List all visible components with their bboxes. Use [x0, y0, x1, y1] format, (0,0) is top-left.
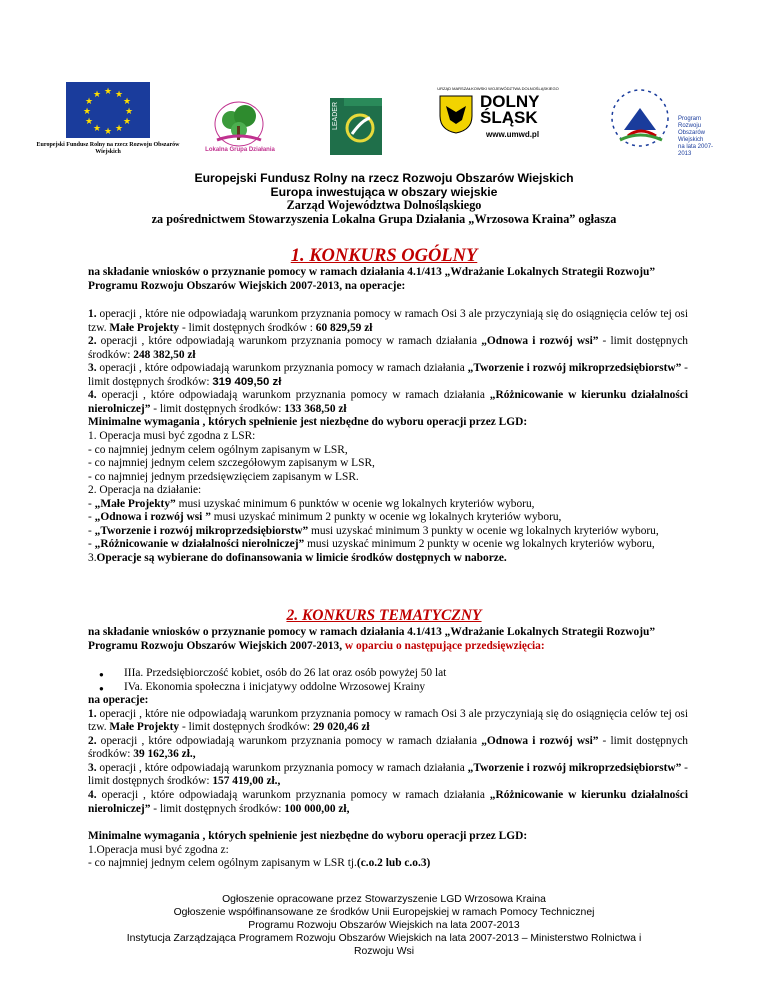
- k1-op-3: 3. operacji , które odpowiadają warunkom przyznania pomocy w ramach działania „Tworzenie i rozwój mikroprzedsiębiorstw” - limit dostępnych środków: 319 409,50 zł: [88, 362, 688, 388]
- ds-url: www.umwd.pl: [486, 130, 540, 139]
- k1-req-1b: - co najmniej jednym celem szczegółowym zapisanym w LSR,: [88, 457, 375, 470]
- k2-bullet-item: ● IIIa. Przedsiębiorczość kobiet, osób do 26 lat oraz osób powyżej 50 lat: [88, 667, 688, 681]
- k1-req-2: 2. Operacja na działanie:: [88, 484, 202, 497]
- footer-line-2: Ogłoszenie współfinansowane ze środków Unii Europejskiej w ramach Pomocy Technicznej: [173, 907, 595, 918]
- svg-text:★: ★: [114, 124, 124, 134]
- k1-req-3: 3.Operacje są wybierane do dofinansowania w limicie środków dostępnych w naborze.: [88, 551, 507, 564]
- k1-req-1a: - co najmniej jednym celem ogólnym zapisanym w LSR,: [88, 443, 348, 456]
- k1-title: 1. KONKURS OGÓLNY: [290, 246, 478, 266]
- prow-logo: [606, 78, 726, 158]
- k1-req-2b: - „Odnowa i rozwój wsi ” musi uzyskać minimum 2 punkty w ocenie wg lokalnych kryteriów wyboru,: [88, 511, 562, 524]
- svg-text:★: ★: [122, 97, 132, 107]
- svg-text:★: ★: [124, 107, 134, 117]
- footer-line-5: Rozwoju Wsi: [353, 946, 415, 957]
- k2-ops-label: na operacje:: [88, 694, 149, 707]
- header-line-1: Europejski Fundusz Rolny na rzecz Rozwoju Obszarów Wiejskich: [194, 171, 574, 185]
- eagle-icon: [436, 94, 476, 134]
- footer: [40, 893, 728, 958]
- k2-req-1a: - co najmniej jednym celem ogólnym zapisanym w LSR tj.(c.o.2 lub c.o.3): [88, 857, 431, 870]
- eu-flag-logo: [66, 82, 150, 138]
- svg-text:★: ★: [103, 127, 113, 137]
- header-line-4: za pośrednictwem Stowarzyszenia Lokalna Grupa Działania „Wrzosowa Kraina” ogłasza: [151, 211, 617, 226]
- k1-req-title: Minimalne wymagania , których spełnienie jest niezbędne do wyboru operacji przez LGD:: [88, 416, 528, 429]
- svg-text:★: ★: [82, 107, 92, 117]
- k1-req-1c: - co najmniej jednym przedsięwzięciem zapisanym w LSR.: [88, 470, 359, 483]
- k2-title: 2. KONKURS TEMATYCZNY: [286, 607, 482, 624]
- k2-op-1: 1. operacji , które nie odpowiadają warunkom przyznania pomocy w ramach Osi 3 ale przyczyniają się do osiągnięcia celów tej osi tzw. Małe Projekty - limit dostępnych środków: 29 020,46 zł: [88, 707, 688, 734]
- leader-text: LEADER: [332, 102, 339, 131]
- k2-req-1: 1.Operacja musi być zgodna z:: [88, 843, 229, 856]
- k2-req-title: Minimalne wymagania , których spełnienie jest niezbędne do wyboru operacji przez LGD:: [88, 830, 528, 843]
- svg-text:★: ★: [84, 97, 94, 107]
- k1-op-2: 2. operacji , które odpowiadają warunkom przyznania pomocy w ramach działania „Odnowa i rozwój wsi” - limit dostępnych środków: 248 382,50 zł: [88, 335, 688, 361]
- svg-text:★: ★: [84, 117, 94, 127]
- eu-caption: Europejski Fundusz Rolny na rzecz Rozwoju Obszarów Wiejskich: [36, 142, 180, 155]
- k1-body: [88, 266, 688, 565]
- k2-op-3: 3. operacji , które odpowiadają warunkom przyznania pomocy w ramach działania „Tworzenie i rozwój mikroprzedsiębiorstw” - limit dostępnych środków: 157 419,00 zł.,: [88, 761, 688, 788]
- announcement-header: [40, 172, 728, 226]
- lgd-wrzosowa-kraina-logo: [205, 90, 273, 154]
- footer-line-4: Instytucja Zarządzająca Programem Rozwoju Obszarów Wiejskich na lata 2007-2013 – Ministerstwo Rolnictwa i: [126, 933, 642, 944]
- lgd-caption: Lokalna Grupa Działania: [205, 147, 275, 153]
- k1-req-2a: - „Małe Projekty” musi uzyskać minimum 6 punktów w ocenie wg lokalnych kryteriów wyboru,: [88, 497, 535, 510]
- k2-bullet-item: ● IVa. Ekonomia społeczna i inicjatywy oddolne Wrzosowej Krainy: [88, 681, 688, 695]
- leader-logo: [330, 98, 382, 155]
- ds-office-text: URZĄD MARSZAŁKOWSKI WOJEWÓDZTWA DOLNOŚLĄSKIEGO: [437, 86, 559, 91]
- prow-text: Program Rozwoju Obszarów Wiejskich na lata 2007-2013: [678, 116, 714, 157]
- k1-req-2d: - „Różnicowanie w działalności nierolniczej” musi uzyskać minimum 2 punkty w ocenie wg lokalnych kryteriów wyboru,: [88, 538, 655, 551]
- k1-req-1: 1. Operacja musi być zgodna z LSR:: [88, 430, 256, 443]
- svg-text:★: ★: [122, 117, 132, 127]
- k1-intro: na składanie wniosków o przyznanie pomocy w ramach działania 4.1/413 „Wdrażanie Lokalnych Strategii Rozwoju” Programu Rozwoju Obszarów Wiejskich 2007-2013, na operacje:: [88, 266, 656, 292]
- header-line-2: Europa inwestująca w obszary wiejskie: [270, 184, 498, 199]
- svg-text:★: ★: [92, 124, 102, 134]
- logo-bar: [0, 68, 768, 178]
- k2-op-4: 4. operacji , które odpowiadają warunkom przyznania pomocy w ramach działania „Różnicowanie w kierunku działalności nierolniczej” - limit dostępnych środków: 100 000,00 zł,: [88, 789, 689, 815]
- k2-op-2: 2. operacji , które odpowiadają warunkom przyznania pomocy w ramach działania „Odnowa i rozwój wsi” - limit dostępnych środków: 39 162,36 zł.,: [88, 734, 688, 761]
- k1-req-2c: - „Tworzenie i rozwój mikroprzedsiębiorstw” musi uzyskać minimum 3 punkty w ocenie wg lokalnych kryteriów wyboru,: [88, 524, 659, 537]
- k2-intro: na składanie wniosków o przyznanie pomocy w ramach działania 4.1/413 „Wdrażanie Lokalnych Strategii Rozwoju” Programu Rozwoju Obszarów Wiejskich 2007-2013, w oparciu o następujące przedsięwzięcia:: [88, 626, 656, 652]
- ds-name: DOLNY ŚLĄSK: [480, 92, 540, 127]
- k1-op-4: 4. operacji , które odpowiadają warunkom przyznania pomocy w ramach działania „Różnicowanie w kierunku działalności nierolniczej” - limit dostępnych środków: 133 368,50 zł: [88, 389, 689, 415]
- svg-text:★: ★: [92, 90, 102, 100]
- footer-line-1: Ogłoszenie opracowane przez Stowarzyszenie LGD Wrzosowa Kraina: [222, 894, 546, 905]
- header-line-3: Zarząd Województwa Dolnośląskiego: [286, 198, 482, 213]
- k1-op-1: 1. operacji , które nie odpowiadają warunkom przyznania pomocy w ramach Osi 3 ale przyczyniają się do osiągnięcia celów tej osi tzw. Małe Projekty - limit dostępnych środków : 60 829,59 zł: [88, 308, 688, 334]
- svg-text:★: ★: [103, 87, 113, 97]
- k2-body: [88, 626, 688, 871]
- footer-line-3: Programu Rozwoju Obszarów Wiejskich na lata 2007-2013: [248, 920, 520, 931]
- k2-bullets: [88, 667, 688, 694]
- svg-text:★: ★: [114, 90, 124, 100]
- dolny-slask-logo: [432, 86, 564, 156]
